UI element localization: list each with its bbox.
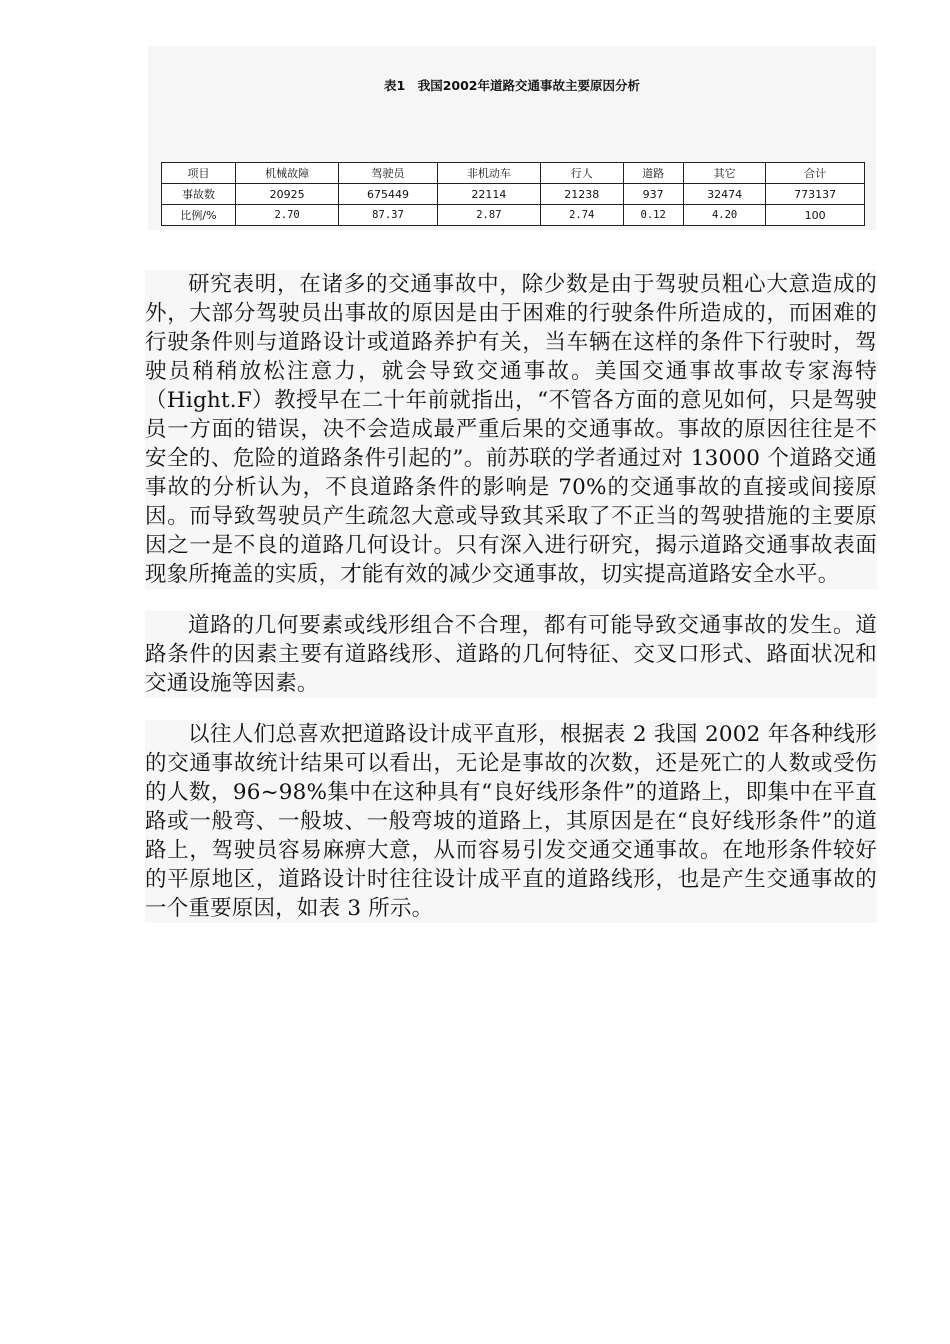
table-header-cell: 机械故障	[236, 163, 339, 184]
table-cell: 4.20	[683, 205, 766, 226]
table-cell: 32474	[683, 184, 766, 205]
table-figure	[148, 46, 876, 230]
table-cell: 21238	[540, 184, 623, 205]
table-cell: 773137	[766, 184, 865, 205]
table-row	[162, 184, 865, 205]
table-cell: 100	[766, 205, 865, 226]
table-header-cell: 驾驶员	[339, 163, 438, 184]
table-cell: 2.87	[437, 205, 540, 226]
table-cell: 比例/%	[162, 205, 236, 226]
table-header-cell: 项目	[162, 163, 236, 184]
table-header-cell: 合计	[766, 163, 865, 184]
table-header-cell: 行人	[540, 163, 623, 184]
table-cell: 20925	[236, 184, 339, 205]
table-caption: 表1 我国2002年道路交通事故主要原因分析	[384, 78, 640, 93]
table-header-cell: 非机动车	[437, 163, 540, 184]
paragraph: 道路的几何要素或线形组合不合理，都有可能导致交通事故的发生。道路条件的因素主要有道路线形、道路的几何特征、交叉口形式、路面状况和交通设施等因素。	[145, 613, 877, 696]
table-cell: 2.70	[236, 205, 339, 226]
table-cell: 937	[623, 184, 683, 205]
table-cell: 2.74	[540, 205, 623, 226]
table-header-row	[162, 163, 865, 184]
table-cell: 事故数	[162, 184, 236, 205]
table-cell: 0.12	[623, 205, 683, 226]
paragraph: 研究表明，在诸多的交通事故中，除少数是由于驾驶员粗心大意造成的外，大部分驾驶员出事故的原因是由于困难的行驶条件所造成的，而困难的行驶条件则与道路设计或道路养护有关，当车辆在这样的条件下行驶时，驾驶员稍稍放松注意力，就会导致交通事故。美国交通事故事故专家海特（Hight.F）教授早在二十年前就指出，“不管各方面的意见如何，只是驾驶员一方面的错误，决不会造成最严重后果的交通事故。事故的原因往往是不安全的、危险的道路条件引起的”。前苏联的学者通过对 13000 个道路交通事故的分析认为，不良道路条件的影响是 70%的交通事故的直接或间接原因。而导致驾驶员产生疏忽大意或导致其采取了不正当的驾驶措施的主要原因之一是不良的道路几何设计。只有深入进行研究，揭示道路交通事故表面现象所掩盖的实质，才能有效的减少交通事故，切实提高道路安全水平。	[145, 272, 877, 587]
table-cell: 675449	[339, 184, 438, 205]
table-header-cell: 道路	[623, 163, 683, 184]
table-header-cell: 其它	[683, 163, 766, 184]
table-cell: 22114	[437, 184, 540, 205]
table-row	[162, 205, 865, 226]
table-cell: 87.37	[339, 205, 438, 226]
paragraph: 以往人们总喜欢把道路设计成平直形，根据表 2 我国 2002 年各种线形的交通事故统计结果可以看出，无论是事故的次数，还是死亡的人数或受伤的人数，96~98%集中在这种具有“良好线形条件”的道路上，即集中在平直路或一般弯、一般坡、一般弯坡的道路上，其原因是在“良好线形条件”的道路上，驾驶员容易麻痹大意，从而容易引发交通交通事故。在地形条件较好的平原地区，道路设计时往往设计成平直的道路线形，也是产生交通事故的一个重要原因，如表 3 所示。	[145, 722, 877, 921]
body-text	[145, 270, 877, 945]
accident-cause-table	[161, 162, 865, 226]
